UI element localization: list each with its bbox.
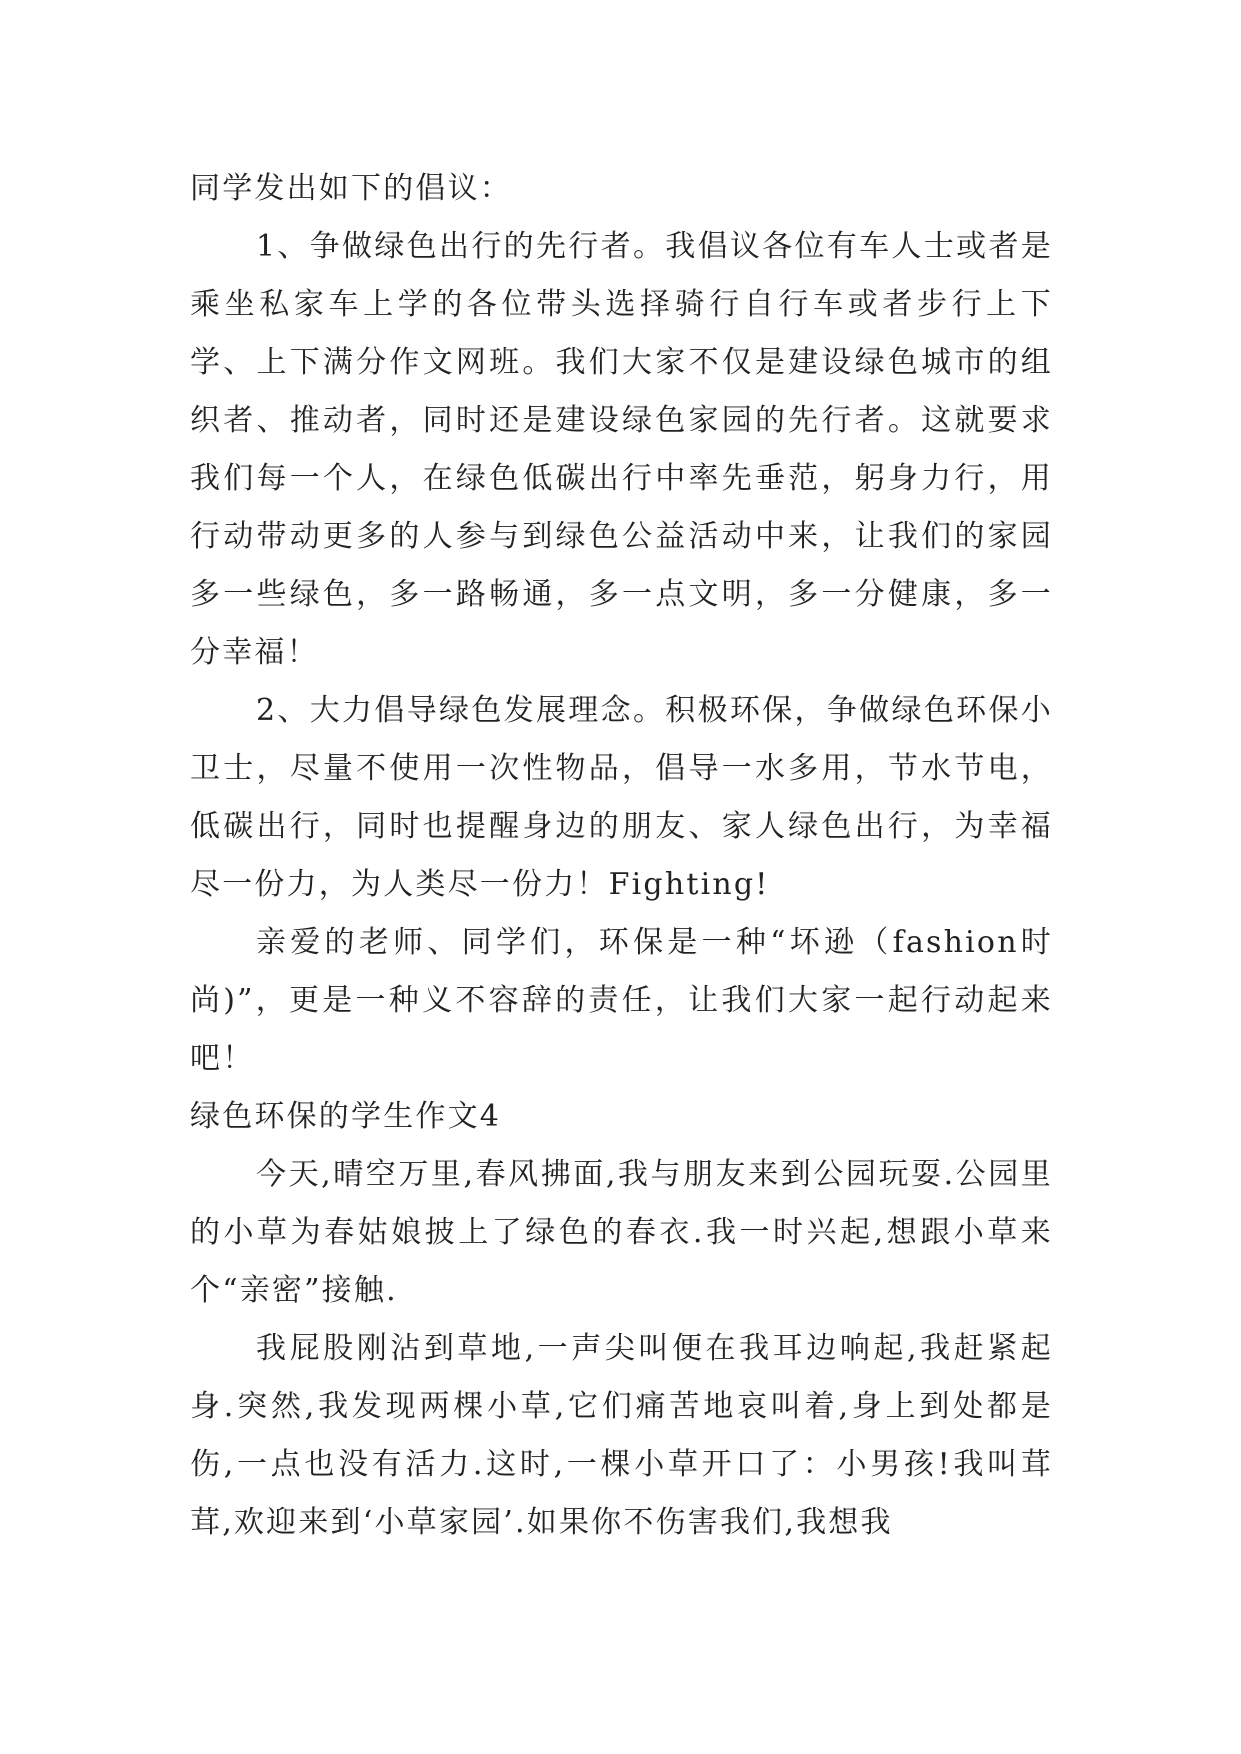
paragraph-intro: 同学发出如下的倡议： — [190, 171, 512, 206]
paragraph-closing: 亲爱的老师、同学们，环保是一种“坏逊（fashion时尚)”，更是一种义不容辞的责任，让我们大家一起行动起来吧！ — [190, 925, 1053, 1076]
section-heading: 绿色环保的学生作文4 — [190, 1099, 502, 1134]
document-page — [190, 160, 1053, 1552]
paragraph-story-1: 今天,晴空万里,春风拂面,我与朋友来到公园玩耍.公园里的小草为春姑娘披上了绿色的春衣.我一时兴起,想跟小草来个“亲密”接触. — [190, 1157, 1053, 1308]
paragraph-proposal-2: 2、大力倡导绿色发展理念。积极环保，争做绿色环保小卫士，尽量不使用一次性物品，倡导一水多用，节水节电，低碳出行，同时也提醒身边的朋友、家人绿色出行，为幸福尽一份力，为人类尽一份力！Fighting! — [190, 693, 1053, 902]
paragraph-story-2: 我屁股刚沾到草地,一声尖叫便在我耳边响起,我赶紧起身.突然,我发现两棵小草,它们痛苦地哀叫着,身上到处都是伤,一点也没有活力.这时,一棵小草开口了：小男孩!我叫茸茸,欢迎来到‘小草家园’.如果你不伤害我们,我想我 — [190, 1331, 1053, 1540]
paragraph-proposal-1: 1、争做绿色出行的先行者。我倡议各位有车人士或者是乘坐私家车上学的各位带头选择骑行自行车或者步行上下学、上下满分作文网班。我们大家不仅是建设绿色城市的组织者、推动者，同时还是建设绿色家园的先行者。这就要求我们每一个人，在绿色低碳出行中率先垂范，躬身力行，用行动带动更多的人参与到绿色公益活动中来，让我们的家园多一些绿色，多一路畅通，多一点文明，多一分健康，多一分幸福！ — [190, 229, 1053, 670]
